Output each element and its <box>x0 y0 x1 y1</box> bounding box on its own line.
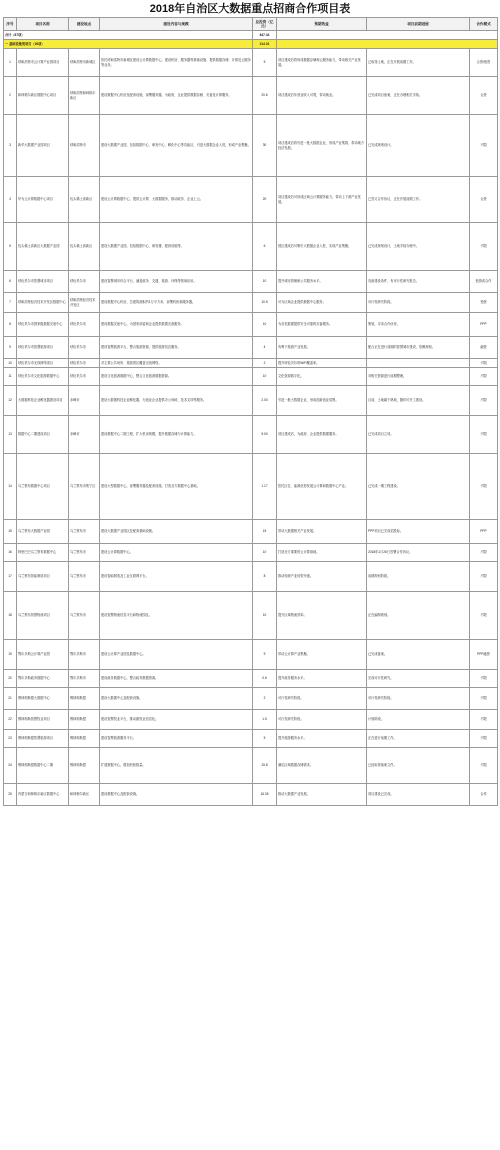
cell-mode: 不限 <box>470 386 498 416</box>
table-row <box>4 223 498 271</box>
cell-mode: 不限 <box>470 454 498 520</box>
cell-name: 包头稀土高新区大数据产业园 <box>17 223 69 271</box>
cell-seq: 2 <box>4 77 17 115</box>
cell-benefit: 打造北方重要的云计算基地。 <box>277 544 367 562</box>
cell-progress: 已完成一期工程建设。 <box>367 454 470 520</box>
table-row <box>4 386 498 416</box>
total-filler <box>277 31 498 40</box>
cell-location: 呼和浩特市 <box>69 115 100 177</box>
cell-benefit: 园区建成后可吸引大数据企业入驻，实现产业集聚。 <box>277 223 367 271</box>
table-row <box>4 271 498 293</box>
cell-content: 建设智慧物流信息平台和物流园区。 <box>100 592 253 640</box>
cell-content: 依托呼和浩特市新城区建设云计算数据中心，建设机房、服务器等基础设施，提供数据存储、计算及云服务等业务。 <box>100 49 253 77</box>
cell-seq: 13 <box>4 416 17 454</box>
cell-content: 建设数据中心机房，总建筑面积约1万平方米，部署机柜和服务器。 <box>100 293 253 313</box>
cell-investment: 16.35 <box>253 784 277 806</box>
cell-content: 建设数据中心及配套设施。 <box>100 784 253 806</box>
table-row <box>4 562 498 592</box>
cell-name: 数据中心二期建设项目 <box>17 416 69 454</box>
cell-seq: 5 <box>4 223 17 271</box>
cell-seq: 19 <box>4 640 17 670</box>
cell-mode: 合资/独资 <box>470 49 498 77</box>
cell-content: 建设大数据中心及配套设施。 <box>100 688 253 710</box>
header-investment: 总投资（亿元） <box>253 18 277 31</box>
cell-name: 锡林郭勒盟数据中心二期 <box>17 748 69 784</box>
cell-mode: 不限 <box>470 359 498 368</box>
header-name: 项目名称 <box>17 18 69 31</box>
cell-seq: 15 <box>4 520 17 544</box>
cell-benefit: 提升区域物流效率。 <box>277 592 367 640</box>
cell-seq: 17 <box>4 562 17 592</box>
cell-investment: 10 <box>253 544 277 562</box>
cell-location: 呼伦贝尔市 <box>69 337 100 359</box>
cell-mode: 不限 <box>470 688 498 710</box>
cell-seq: 4 <box>4 177 17 223</box>
cell-seq: 14 <box>4 454 17 520</box>
total-row <box>4 31 498 40</box>
cell-progress: 已经取得备案文件。 <box>367 748 470 784</box>
cell-name: 呼和浩特市云计算产业园项目 <box>17 49 69 77</box>
cell-location: 呼伦贝尔市 <box>69 271 100 293</box>
cell-investment: 20.6 <box>253 77 277 115</box>
cell-progress: 已完成项目备案，正在办理相关手续。 <box>367 77 470 115</box>
cell-name: 乌兰察布数据中心项目 <box>17 454 69 520</box>
cell-content: 建设云计算数据中心。 <box>100 544 253 562</box>
cell-location: 乌兰察布市 <box>69 562 100 592</box>
cell-benefit: 提升城市管理和公共服务水平。 <box>277 271 367 293</box>
cell-progress: 可行性研究阶段。 <box>367 688 470 710</box>
cell-mode: 不限 <box>470 710 498 730</box>
cell-content: 建设大数据科技企业孵化器，为创业企业提供办公场地、技术支持等服务。 <box>100 386 253 416</box>
group-value: 214.01 <box>253 40 277 49</box>
cell-progress: 已完成规划设计，土地手续办理中。 <box>367 223 470 271</box>
cell-seq: 1 <box>4 49 17 77</box>
table-row <box>4 748 498 784</box>
table-row <box>4 115 498 177</box>
cell-benefit: 文化资源数字化。 <box>277 368 367 386</box>
cell-content: 建设云计算数据中心，提供云计算、大数据服务，推动政务、企业上云。 <box>100 177 253 223</box>
cell-content: 建设数据中心机房及配套设施，部署服务器，为政府、企业提供数据存储、灾备及计算服务。 <box>100 77 253 115</box>
cell-mode: 融资 <box>470 337 498 359</box>
cell-investment: 15.8 <box>253 748 277 784</box>
cell-mode: 不限 <box>470 592 498 640</box>
cell-investment: 1.17 <box>253 454 277 520</box>
cell-progress: PPP项目已完成招投标。 <box>367 520 470 544</box>
cell-content: 扩建数据中心，增加机柜数量。 <box>100 748 253 784</box>
cell-benefit: 可行性研究阶段。 <box>277 688 367 710</box>
cell-name: 锡林郭勒盟大数据中心 <box>17 688 69 710</box>
cell-investment: 2 <box>253 359 277 368</box>
cell-progress: 配合正在进行前期的智慧城市建设，依赖规划。 <box>367 337 470 359</box>
cell-investment: 8 <box>253 562 277 592</box>
table-row <box>4 670 498 688</box>
header-mode: 合作模式 <box>470 18 498 31</box>
cell-seq: 20 <box>4 670 17 688</box>
cell-name: 呼伦贝尔市国家级数据灾备中心 <box>17 313 69 337</box>
cell-mode: 独资 <box>470 293 498 313</box>
cell-progress: 已完成项目立项。 <box>367 416 470 454</box>
cell-progress: 2018年1月26日签署合作协议。 <box>367 544 470 562</box>
cell-location: 呼和浩特和林格尔新区 <box>69 77 100 115</box>
project-table <box>3 17 498 806</box>
cell-mode: 独资或合作 <box>470 271 498 293</box>
cell-investment: 0.6 <box>253 670 277 688</box>
cell-seq: 3 <box>4 115 17 177</box>
cell-benefit: 可行性研究阶段。 <box>277 710 367 730</box>
cell-investment: 20 <box>253 177 277 223</box>
cell-mode: 不限 <box>470 730 498 748</box>
cell-seq: 6 <box>4 271 17 293</box>
cell-location: 锡林郭勒盟 <box>69 748 100 784</box>
cell-seq: 8 <box>4 313 17 337</box>
cell-name: 呼伦贝尔市无线网络项目 <box>17 359 69 368</box>
cell-progress: 具备建设条件，有可行性研究报告。 <box>367 271 470 293</box>
cell-mode: 合资 <box>470 77 498 115</box>
table-row <box>4 454 498 520</box>
cell-benefit: 项目建成后可形成区域云计算服务能力，带动上下游产业发展。 <box>277 177 367 223</box>
table-row <box>4 784 498 806</box>
cell-progress: 项目建设已完成。 <box>367 784 470 806</box>
cell-investment: 10.5 <box>253 293 277 313</box>
cell-name: 鄂尔多斯云计算产业园 <box>17 640 69 670</box>
cell-progress: 完成可行性研究。 <box>367 670 470 688</box>
cell-benefit: 提升呼伦贝尔的WiFi覆盖率。 <box>277 359 367 368</box>
group-row <box>4 40 498 49</box>
table-body <box>4 31 498 806</box>
cell-mode: 不限 <box>470 416 498 454</box>
cell-content: 建设大数据产业园，包括数据中心、研发楼、配套设施等。 <box>100 223 253 271</box>
header-row <box>4 18 498 31</box>
cell-mode: PPP <box>470 313 498 337</box>
cell-progress <box>367 359 470 368</box>
cell-seq: 22 <box>4 710 17 730</box>
cell-location: 乌兰察布市 <box>69 520 100 544</box>
cell-content: 建设智慧旅游平台，整合旅游资源，提供旅游信息服务。 <box>100 337 253 359</box>
cell-mode: 不限 <box>470 115 498 177</box>
table-row <box>4 293 498 313</box>
cell-location: 乌兰察布市 <box>69 544 100 562</box>
cell-location: 呼伦贝尔市 <box>69 313 100 337</box>
cell-progress: 计划阶段。 <box>367 710 470 730</box>
cell-benefit: 满足区域数据存储需求。 <box>277 748 367 784</box>
cell-mode: 合作 <box>470 784 498 806</box>
cell-name: 和林格尔新区数据中心项目 <box>17 77 69 115</box>
cell-location: 锡林郭勒盟 <box>69 710 100 730</box>
cell-investment: 30 <box>253 115 277 177</box>
cell-mode: 不限 <box>470 562 498 592</box>
cell-content: 对主要公共场所、旅游景区覆盖无线网络。 <box>100 359 253 368</box>
cell-content: 建设智慧城市综合平台，涵盖政务、交通、旅游、环保等领域应用。 <box>100 271 253 293</box>
cell-progress: 已取得土地，正在开展前期工作。 <box>367 49 470 77</box>
cell-location: 鄂尔多斯市 <box>69 640 100 670</box>
cell-location: 锡林郭勒盟 <box>69 730 100 748</box>
cell-seq: 23 <box>4 730 17 748</box>
table-row <box>4 730 498 748</box>
total-label: 合计（87项） <box>4 31 253 40</box>
cell-location: 锡林郭勒盟 <box>69 688 100 710</box>
cell-seq: 16 <box>4 544 17 562</box>
cell-mode: 合资 <box>470 177 498 223</box>
cell-investment: 9 <box>253 640 277 670</box>
cell-progress: 已完成规划设计。 <box>367 115 470 177</box>
group-name: 一 基础设施类项目（26项） <box>4 40 253 49</box>
cell-investment: 2 <box>253 688 277 710</box>
table-row <box>4 640 498 670</box>
cell-investment: 5 <box>253 730 277 748</box>
cell-benefit: 推动大数据产业发展。 <box>277 784 367 806</box>
cell-seq: 7 <box>4 293 17 313</box>
cell-location: 赤峰市 <box>69 416 100 454</box>
cell-benefit: 带动云计算产业集聚。 <box>277 640 367 670</box>
cell-location: 包头稀土高新区 <box>69 223 100 271</box>
cell-progress: 已完成备案。 <box>367 640 470 670</box>
document-title: 2018年自治区大数据重点招商合作项目表 <box>149 3 351 15</box>
cell-location: 包头稀土高新区 <box>69 177 100 223</box>
cell-investment: 10 <box>253 592 277 640</box>
cell-benefit: 有利于旅游产业发展。 <box>277 337 367 359</box>
cell-content: 建设云计算产业园及数据中心。 <box>100 640 253 670</box>
cell-investment: 6 <box>253 223 277 271</box>
cell-content: 建设智能制造及工业互联网平台。 <box>100 562 253 592</box>
table-row <box>4 416 498 454</box>
cell-name: 锡林郭勒盟智慧旅游项目 <box>17 730 69 748</box>
cell-name: 锡林郭勒智慧牧业项目 <box>17 710 69 730</box>
cell-mode: 不限 <box>470 670 498 688</box>
cell-seq: 10 <box>4 359 17 368</box>
cell-name: 呼和浩特经济技术开发区数据中心 <box>17 293 69 313</box>
cell-name: 阿里巴巴乌兰察布数据中心 <box>17 544 69 562</box>
cell-seq: 18 <box>4 592 17 640</box>
cell-content: 建设数据灾备中心，为国家部委和企业提供数据灾备服务。 <box>100 313 253 337</box>
cell-seq: 21 <box>4 688 17 710</box>
cell-location: 乌兰察布市 <box>69 592 100 640</box>
cell-benefit: 依托区位、能源优势发展云计算和数据中心产业。 <box>277 454 367 520</box>
cell-progress: 可行性研究阶段。 <box>367 293 470 313</box>
cell-benefit: 为各类数据提供安全可靠的灾备服务。 <box>277 313 367 337</box>
cell-name: 呼伦贝尔市智慧旅游项目 <box>17 337 69 359</box>
table-row <box>4 544 498 562</box>
cell-content: 建设数据中心二期工程，扩大机房规模，提升数据存储与计算能力。 <box>100 416 253 454</box>
table-row <box>4 592 498 640</box>
cell-seq: 12 <box>4 386 17 416</box>
cell-benefit: 引进一批大数据企业，形成创新创业氛围。 <box>277 386 367 416</box>
header-progress: 项目前期进展 <box>367 18 470 31</box>
cell-mode: 不限 <box>470 223 498 271</box>
cell-name: 大数据科技企业孵化器建设项目 <box>17 386 69 416</box>
cell-investment: 10 <box>253 313 277 337</box>
cell-location: 鄂尔多斯市 <box>69 670 100 688</box>
cell-content: 建设文化旅游数据中心，整合文化旅游数据资源。 <box>100 368 253 386</box>
table-row <box>4 337 498 359</box>
cell-name: 乌兰察布大数据产业园 <box>17 520 69 544</box>
cell-content: 建设大数据产业园区及配套基础设施。 <box>100 520 253 544</box>
cell-investment: 10 <box>253 271 277 293</box>
cell-seq: 25 <box>4 784 17 806</box>
header-location: 建设地点 <box>69 18 100 31</box>
cell-mode: 不限 <box>470 368 498 386</box>
header-seq: 序号 <box>4 18 17 31</box>
cell-content: 建设智慧旅游服务平台。 <box>100 730 253 748</box>
cell-progress: 对相关资源进行前期整理。 <box>367 368 470 386</box>
table-row <box>4 313 498 337</box>
table-row <box>4 49 498 77</box>
cell-benefit: 项目建成后，为政府、企业提供数据服务。 <box>277 416 367 454</box>
cell-investment: 5 <box>253 49 277 77</box>
header-benefit: 预期效益 <box>277 18 367 31</box>
group-filler <box>277 40 498 49</box>
table-row <box>4 359 498 368</box>
cell-mode: PPP <box>470 520 498 544</box>
cell-location: 呼伦贝尔市 <box>69 368 100 386</box>
cell-progress: 策划，寻求合作伙伴。 <box>367 313 470 337</box>
table-row <box>4 368 498 386</box>
cell-investment: 10 <box>253 368 277 386</box>
cell-seq: 11 <box>4 368 17 386</box>
cell-location: 呼伦贝尔市 <box>69 359 100 368</box>
header-content: 建设内容与规模 <box>100 18 253 31</box>
table-row <box>4 710 498 730</box>
cell-content: 建设智慧牧业平台，推动畜牧业信息化。 <box>100 710 253 730</box>
cell-name: 内蒙古和林格尔新区数据中心 <box>17 784 69 806</box>
cell-name: 华为云计算数据中心项目 <box>17 177 69 223</box>
cell-benefit: 项目建成后年营业收入可观，带动就业。 <box>277 77 367 115</box>
cell-name: 乌兰察布智能制造项目 <box>17 562 69 592</box>
cell-location: 赤峰市 <box>69 386 100 416</box>
cell-seq: 9 <box>4 337 17 359</box>
cell-mode: 不限 <box>470 544 498 562</box>
cell-investment: 1.5 <box>253 710 277 730</box>
cell-seq: 24 <box>4 748 17 784</box>
cell-benefit: 带动大数据相关产业发展。 <box>277 520 367 544</box>
cell-location: 呼和浩特经济技术开发区 <box>69 293 100 313</box>
cell-name: 呼伦贝尔市文化旅游数据中心 <box>17 368 69 386</box>
cell-benefit: 项目建成后将引进一批大数据企业，形成产业集群，带动地方经济发展。 <box>277 115 367 177</box>
cell-content: 建设大数据产业园，包括数据中心、研发中心、孵化中心等功能区，引进大数据企业入驻，形成产业集聚。 <box>100 115 253 177</box>
table-row <box>4 520 498 544</box>
total-value: 847.34 <box>253 31 277 40</box>
cell-progress: 正在编制规划。 <box>367 592 470 640</box>
cell-benefit: 提升政务服务水平。 <box>277 670 367 688</box>
cell-location: 和林格尔新区 <box>69 784 100 806</box>
cell-name: 乌兰察布智慧物流项目 <box>17 592 69 640</box>
cell-location: 呼和浩特市新城区 <box>69 49 100 77</box>
table-row <box>4 177 498 223</box>
cell-benefit: 项目建成后将形成数据存储和云服务能力，带动相关产业发展。 <box>277 49 367 77</box>
cell-progress: 正在进行前期工作。 <box>367 730 470 748</box>
cell-content: 建设大型数据中心，部署服务器及配套设施，打造北方数据中心基地。 <box>100 454 253 520</box>
cell-content: 建设政务数据中心，整合政务数据资源。 <box>100 670 253 688</box>
cell-investment: 5.00 <box>253 416 277 454</box>
cell-benefit: 提升旅游服务水平。 <box>277 730 367 748</box>
cell-location: 乌兰察布市集宁区 <box>69 454 100 520</box>
cell-mode: 不限 <box>470 748 498 784</box>
cell-benefit: 可为区域企业提供数据中心服务。 <box>277 293 367 313</box>
cell-name: 鄂尔多斯政务数据中心 <box>17 670 69 688</box>
cell-investment: 2.00 <box>253 386 277 416</box>
cell-benefit: 推动传统产业转型升级。 <box>277 562 367 592</box>
cell-name: 呼伦贝尔市智慧城市项目 <box>17 271 69 293</box>
cell-name: 新华大数据产业园项目 <box>17 115 69 177</box>
table-row <box>4 688 498 710</box>
cell-progress: 已签订合作协议，正在开展前期工作。 <box>367 177 470 223</box>
cell-mode: PPP融资 <box>470 640 498 670</box>
cell-investment: 15 <box>253 520 277 544</box>
cell-progress: 前期规划阶段。 <box>367 562 470 592</box>
cell-progress: 目前，土地属于熟地，随时可开工建设。 <box>367 386 470 416</box>
table-row <box>4 77 498 115</box>
cell-investment: 4 <box>253 337 277 359</box>
